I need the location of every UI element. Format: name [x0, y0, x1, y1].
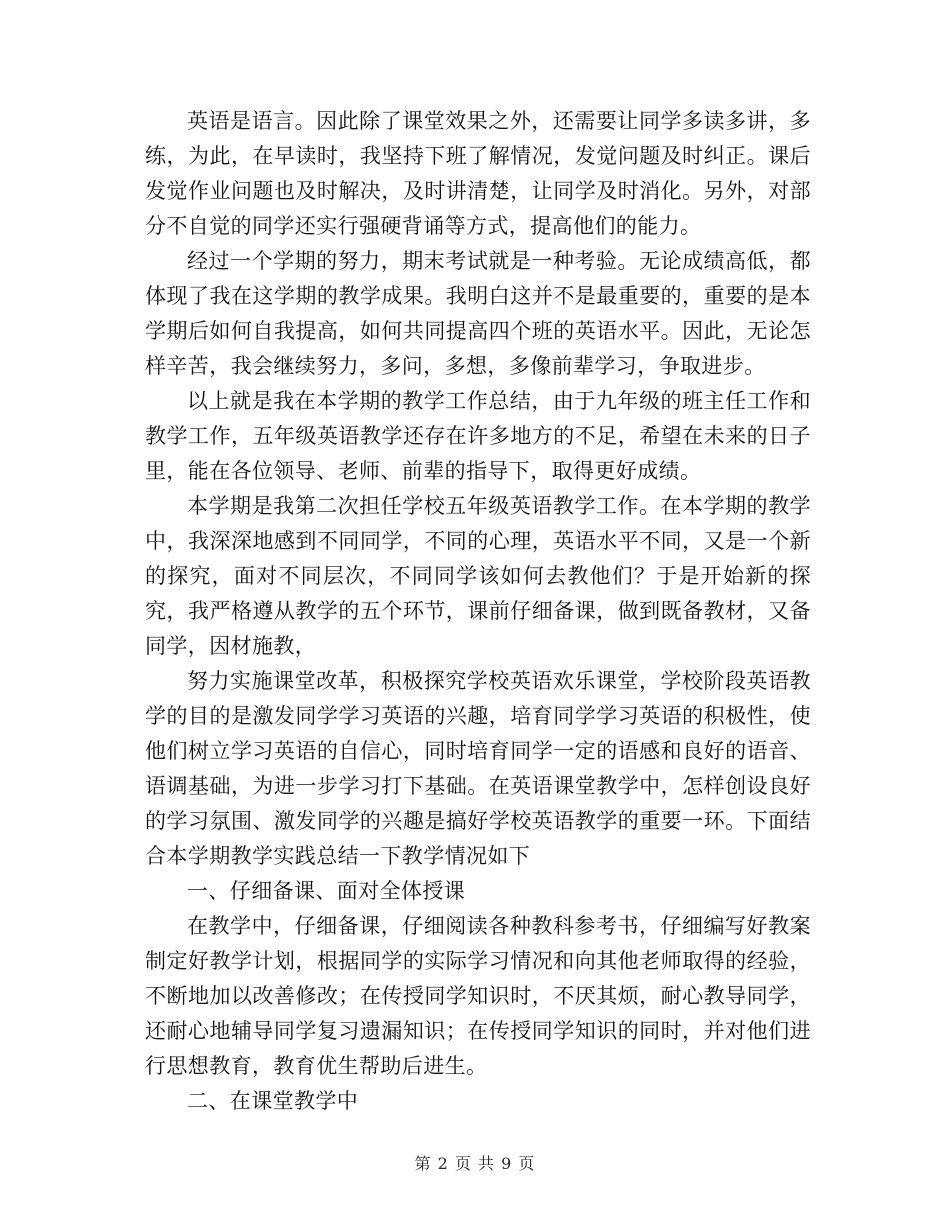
- section-heading-classroom-teaching: 二、在课堂教学中: [187, 1089, 359, 1113]
- paragraph-lesson-prep: 在教学中，仔细备课，仔细阅读各种教科参考书，仔细编写好教案制定好教学计划，根据同学的实际学习情况和向其他老师取得的经验，不断地加以改善修改；在传授同学知识时，不厌其烦，耐心教导同学，还耐心地辅导同学复习遗漏知识；在传授同学知识的同时，并对他们进行思想教育，教育优生帮助后进生。: [145, 914, 811, 1078]
- document-body: [145, 104, 811, 1119]
- paragraph-classroom-reform: 努力实施课堂改革，积极探究学校英语欢乐课堂，学校阶段英语教学的目的是激发同学学习英语的兴趣，培育同学学习英语的积极性，使他们树立学习英语的自信心，同时培育同学一定的语感和良好的语音、语调基础，为进一步学习打下基础。在英语课堂教学中，怎样创设良好的学习氛围、激发同学的兴趣是搞好学校英语教学的重要一环。下面结合本学期教学实践总结一下教学情况如下: [145, 669, 811, 868]
- paragraph-exam-reflection: 经过一个学期的努力，期末考试就是一种考验。无论成绩高低，都体现了我在这学期的教学成果。我明白这并不是最重要的，重要的是本学期后如何自我提高，如何共同提高四个班的英语水平。因此，无论怎样辛苦，我会继续努力，多问，多想，多像前辈学习，争取进步。: [145, 249, 811, 378]
- page-number-footer: 第 2 页 共 9 页: [414, 1154, 536, 1173]
- paragraph-summary: 以上就是我在本学期的教学工作总结，由于九年级的班主任工作和教学工作，五年级英语教学还存在许多地方的不足，希望在未来的日子里，能在各位领导、老师、前辈的指导下，取得更好成绩。: [145, 389, 811, 483]
- section-heading-lesson-prep: 一、仔细备课、面对全体授课: [187, 879, 466, 903]
- paragraph-second-term: 本学期是我第二次担任学校五年级英语教学工作。在本学期的教学中，我深深地感到不同同学，不同的心理，英语水平不同，又是一个新的探究，面对不同层次，不同同学该如何去教他们？于是开始新的探究，我严格遵从教学的五个环节，课前仔细备课，做到既备教材，又备同学，因材施教，: [145, 494, 811, 658]
- paragraph-english-practice: 英语是语言。因此除了课堂效果之外，还需要让同学多读多讲，多练，为此，在早读时，我坚持下班了解情况，发觉问题及时纠正。课后发觉作业问题也及时解决，及时讲清楚，让同学及时消化。另外，对部分不自觉的同学还实行强硬背诵等方式，提高他们的能力。: [145, 109, 811, 238]
